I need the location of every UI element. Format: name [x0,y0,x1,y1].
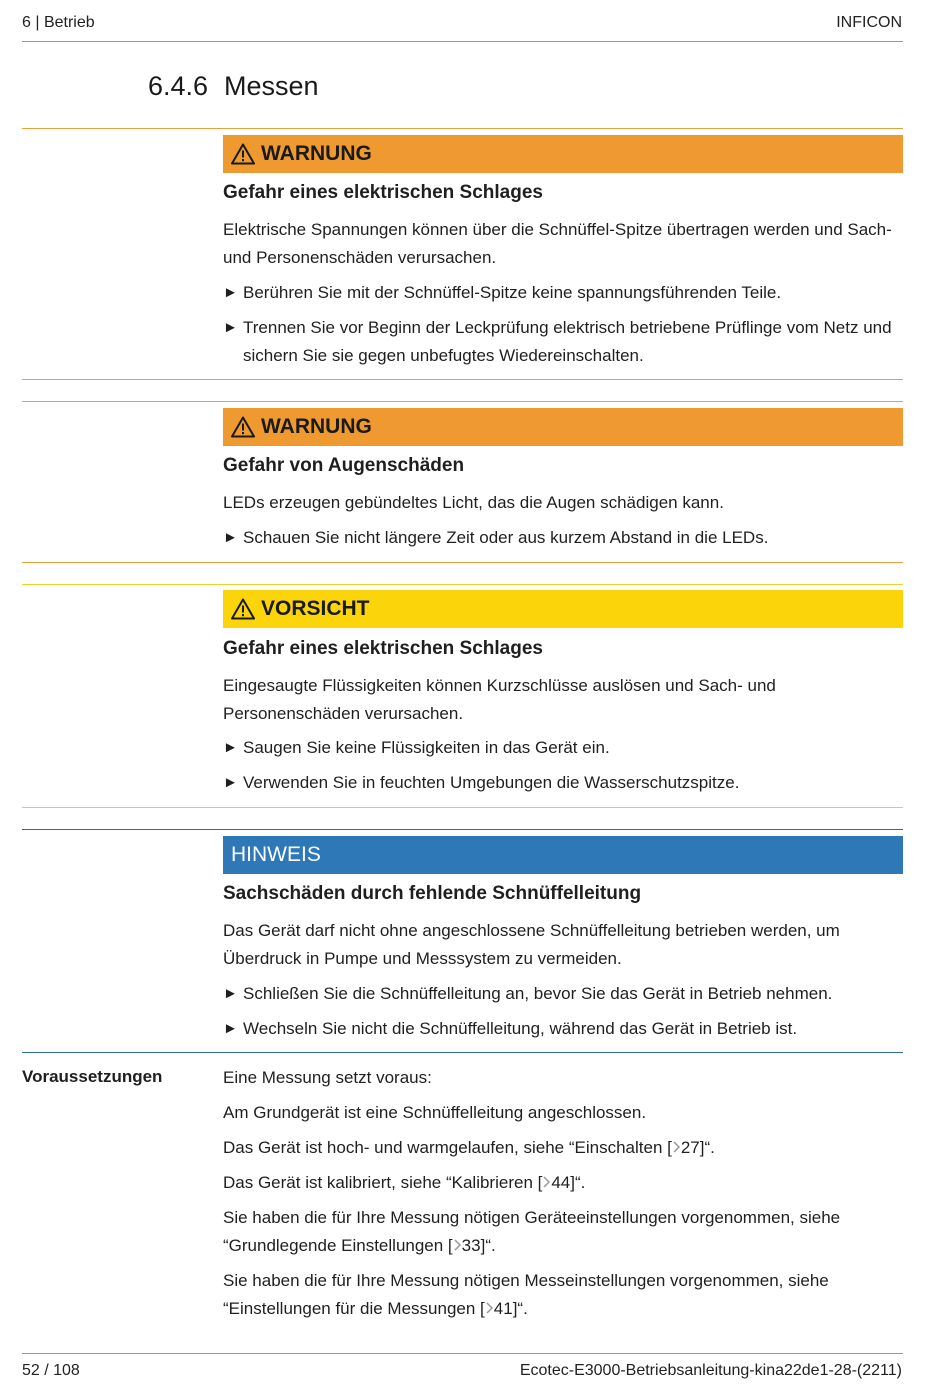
notice-label: WARNUNG [261,142,372,165]
bullet-pointer-icon: ► [223,284,238,301]
prerequisite-text: ]“. [570,1173,586,1192]
prerequisites-label: Voraussetzungen [22,1067,163,1086]
page-reference-arrow-icon [542,1175,551,1189]
warning-triangle-icon [231,416,255,438]
bullet-pointer-icon: ► [223,1020,238,1037]
notice-top-rule [22,584,903,585]
notice-bottom-rule [22,1052,903,1053]
prerequisite-text: Sie haben die für Ihre Messung nötigen Geräteeinstellungen vorgenommen, siehe “Grundlegende Einstellungen [ [223,1208,841,1255]
list-item [223,980,893,1008]
prerequisite-text: ]“. [512,1299,528,1318]
notice-text: LEDs erzeugen gebündeltes Licht, das die Augen schädigen kann. [223,493,724,512]
header-divider [22,41,903,42]
notice-top-rule [22,829,903,830]
list-item-text: Trennen Sie vor Beginn der Leckprüfung elektrisch betriebene Prüflinge vom Netz und sichern Sie sie gegen unbefugtes Wiedereinschalten. [243,318,892,365]
list-item [223,524,893,552]
bullet-pointer-icon: ► [223,529,238,546]
bullet-pointer-icon: ► [223,319,238,336]
notice-title: Gefahr von Augenschäden [223,455,465,476]
section-title: Messen [224,71,319,101]
list-item-text: Schauen Sie nicht längere Zeit oder aus kurzem Abstand in die LEDs. [243,528,769,547]
bullet-pointer-icon: ► [223,985,238,1002]
notice-bottom-rule [22,562,903,563]
page-reference-link[interactable]: 33 [461,1236,481,1255]
warning-banner [223,135,903,173]
prerequisite-item [223,1267,893,1323]
prerequisite-text: Sie haben die für Ihre Messung nötigen Messeinstellungen vorgenommen, siehe “Einstellungen für die Messungen [ [223,1271,829,1318]
bullet-pointer-icon: ► [223,774,238,791]
prerequisite-item [223,1134,893,1162]
notice-top-rule [22,128,903,129]
list-item-text: Berühren Sie mit der Schnüffel-Spitze keine spannungsführenden Teile. [243,283,782,302]
page-reference-arrow-icon [485,1301,494,1315]
page-reference-arrow-icon [672,1140,681,1154]
caution-banner [223,590,903,628]
page-reference-link[interactable]: 41 [493,1299,513,1318]
notice-title: Gefahr eines elektrischen Schlages [223,638,543,659]
list-item [223,769,893,797]
prerequisite-text: Das Gerät ist hoch- und warmgelaufen, siehe “Einschalten [ [223,1138,672,1157]
notice-label: VORSICHT [261,597,370,620]
list-item-text: Verwenden Sie in feuchten Umgebungen die Wasserschutzspitze. [243,773,740,792]
notice-title: Gefahr eines elektrischen Schlages [223,182,543,203]
list-item [223,314,893,370]
footer-page-number: 52 / 108 [22,1362,80,1379]
notice-text: Elektrische Spannungen können über die Schnüffel-Spitze übertragen werden und Sach- und Personenschäden verursachen. [223,220,892,267]
notice-title: Sachschäden durch fehlende Schnüffelleitung [223,883,642,904]
prerequisites-intro: Eine Messung setzt voraus: [223,1068,432,1087]
page-reference-arrow-icon [453,1238,462,1252]
prerequisite-text: ]“. [480,1236,496,1255]
header-chapter: 6 | Betrieb [22,14,95,31]
prerequisite-item [223,1204,893,1260]
list-item-text: Saugen Sie keine Flüssigkeiten in das Gerät ein. [243,738,610,757]
notice-top-rule [22,401,903,402]
section-number: 6.4.6 [148,71,209,101]
warning-triangle-icon [231,598,255,620]
bullet-pointer-icon: ► [223,739,238,756]
notice-banner [223,836,903,874]
list-item-text: Wechseln Sie nicht die Schnüffelleitung, während das Gerät in Betrieb ist. [243,1019,798,1038]
page-reference-link[interactable]: 27 [680,1138,700,1157]
footer-document-id: Ecotec-E3000-Betriebsanleitung-kina22de1-28-(2211) [519,1362,902,1379]
list-item [223,1015,893,1043]
warning-triangle-icon [231,143,255,165]
list-item [223,734,893,762]
page-reference-link[interactable]: 44 [551,1173,571,1192]
list-item-text: Schließen Sie die Schnüffelleitung an, bevor Sie das Gerät in Betrieb nehmen. [243,984,833,1003]
prerequisite-text: ]“. [699,1138,715,1157]
prerequisite-item: Am Grundgerät ist eine Schnüffelleitung angeschlossen. [223,1103,647,1122]
notice-text: Eingesaugte Flüssigkeiten können Kurzschlüsse auslösen und Sach- und Personenschäden verursachen. [223,676,776,723]
header-brand: INFICON [836,14,902,31]
warning-banner [223,408,903,446]
notice-label: HINWEIS [231,843,321,866]
notice-text: Das Gerät darf nicht ohne angeschlossene Schnüffelleitung betrieben werden, um Überdruck in Pumpe und Messsystem zu vermeiden. [223,921,840,968]
prerequisite-text: Das Gerät ist kalibriert, siehe “Kalibrieren [ [223,1173,543,1192]
notice-label: WARNUNG [261,415,372,438]
notice-bottom-rule [22,379,903,380]
footer-divider [22,1353,903,1354]
list-item [223,279,893,307]
notice-bottom-rule [22,807,903,808]
prerequisite-item [223,1169,893,1197]
